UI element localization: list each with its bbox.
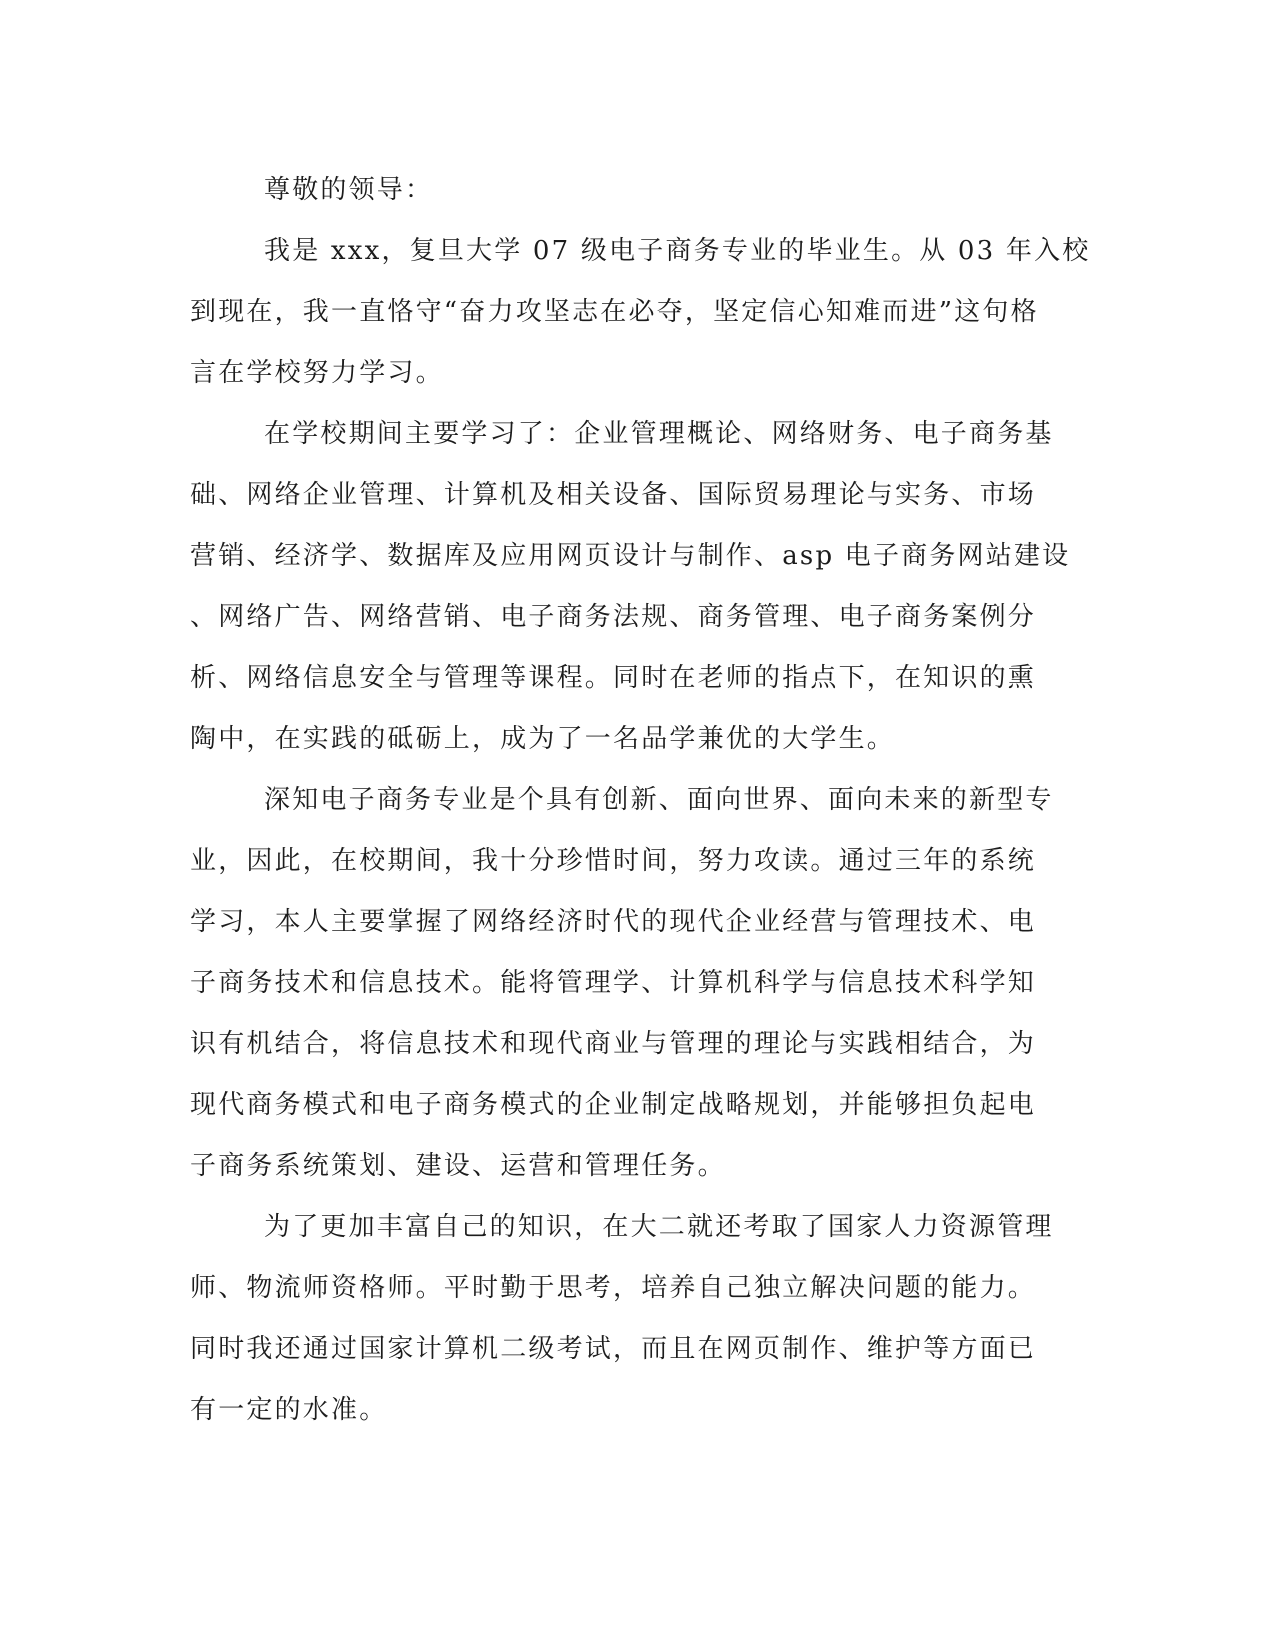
text-line: 子商务技术和信息技术。能将管理学、计算机科学与信息技术科学知	[190, 968, 1037, 998]
text-line: 言在学校努力学习。	[190, 358, 444, 388]
text-line: 我是 xxx，复旦大学 07 级电子商务专业的毕业生。从 03 年入校	[264, 236, 1091, 266]
text-line: 为了更加丰富自己的知识，在大二就还考取了国家人力资源管理	[264, 1212, 1054, 1242]
text-line: 同时我还通过国家计算机二级考试，而且在网页制作、维护等方面已	[190, 1334, 1037, 1364]
text-line: 学习，本人主要掌握了网络经济时代的现代企业经营与管理技术、电	[190, 907, 1037, 937]
text-line: 、网络广告、网络营销、电子商务法规、商务管理、电子商务案例分	[190, 602, 1037, 632]
text-line: 现代商务模式和电子商务模式的企业制定战略规划，并能够担负起电	[190, 1090, 1037, 1120]
text-line: 识有机结合，将信息技术和现代商业与管理的理论与实践相结合，为	[190, 1029, 1037, 1059]
text-line: 在学校期间主要学习了：企业管理概论、网络财务、电子商务基	[264, 419, 1054, 449]
text-line: 业，因此，在校期间，我十分珍惜时间，努力攻读。通过三年的系统	[190, 846, 1037, 876]
text-line: 有一定的水准。	[190, 1395, 388, 1425]
text-line: 营销、经济学、数据库及应用网页设计与制作、asp 电子商务网站建设	[190, 541, 1071, 571]
text-line: 到现在，我一直恪守“奋力攻坚志在必夺，坚定信心知难而进”这句格	[190, 297, 1039, 327]
letter-body	[190, 160, 1091, 1441]
text-line: 础、网络企业管理、计算机及相关设备、国际贸易理论与实务、市场	[190, 480, 1037, 510]
text-line: 深知电子商务专业是个具有创新、面向世界、面向未来的新型专	[264, 785, 1054, 815]
text-line: 陶中，在实践的砥砺上，成为了一名品学兼优的大学生。	[190, 724, 896, 754]
salutation: 尊敬的领导：	[264, 175, 434, 205]
text-line: 师、物流师资格师。平时勤于思考，培养自己独立解决问题的能力。	[190, 1273, 1037, 1303]
text-line: 析、网络信息安全与管理等课程。同时在老师的指点下，在知识的熏	[190, 663, 1037, 693]
text-line: 子商务系统策划、建设、运营和管理任务。	[190, 1151, 726, 1181]
